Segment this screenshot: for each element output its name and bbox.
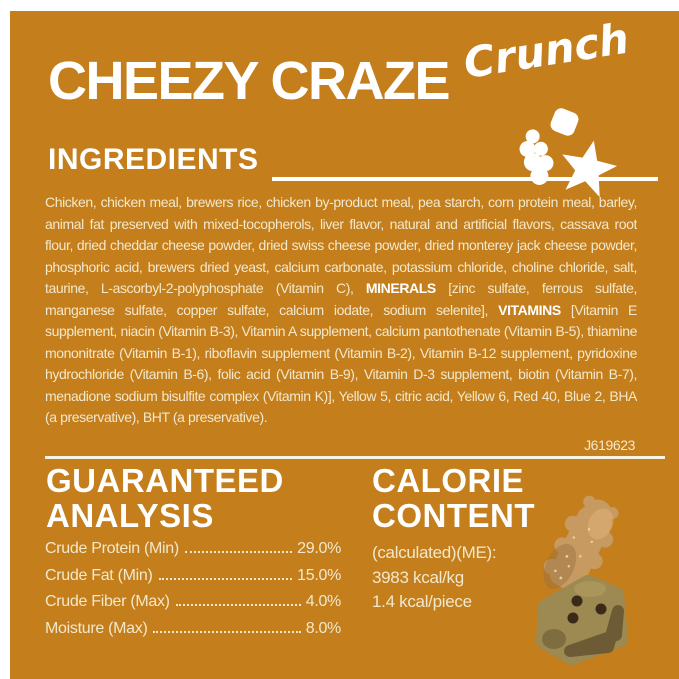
dotted-leader <box>159 578 293 580</box>
row-label: Moisture (Max) <box>45 619 148 637</box>
orange-panel <box>10 11 679 679</box>
table-row <box>45 540 341 567</box>
vitamins-label: VITAMINS <box>498 301 561 318</box>
dotted-leader <box>153 631 300 633</box>
section-separator <box>45 456 665 459</box>
calorie-line: 3983 kcal/kg <box>372 567 464 587</box>
guaranteed-analysis-table <box>45 540 341 646</box>
row-value: 8.0% <box>305 619 341 637</box>
ingredients-part3: [Vitamin E supplement, niacin (Vitamin B-3), Vitamin A supplement, calcium pantothenate (Vitamin B-5), thiamine mononitrate (Vitamin B-1), riboflavin supplement (Vitamin B-2), Vitamin B-12 supplement, pyridoxine hydrochloride (Vitamin B-6), folic acid (Vitamin B-9), Vitamin D-3 supplement, biotin (Vitamin B-7), menadione sodium bisulfite complex (Vitamin K)], Yellow 5, citric acid, Yellow 6, Red 40, Blue 2, BHA (a preservative), BHT (a preservative). <box>45 301 637 425</box>
dotted-leader <box>185 551 292 553</box>
row-label: Crude Protein (Min) <box>45 540 179 557</box>
table-row <box>45 593 341 620</box>
ingredients-paragraph <box>45 192 637 458</box>
row-value: 29.0% <box>297 540 341 557</box>
row-value: 15.0% <box>297 566 341 584</box>
ingredients-heading: INGREDIENTS <box>48 143 259 176</box>
lot-code: J619623 <box>576 435 635 457</box>
calorie-content-values <box>372 541 496 615</box>
brand-title: CHEEZY CRAZE <box>48 51 450 111</box>
table-row <box>45 567 341 594</box>
table-row <box>45 620 341 647</box>
guaranteed-analysis-heading-line2: ANALYSIS <box>46 497 214 534</box>
row-label: Crude Fat (Min) <box>45 566 153 584</box>
treats-photo <box>498 469 679 679</box>
ingredients-part1: Chicken, chicken meal, brewers rice, chicken by-product meal, pea starch, corn protein meal, barley, animal fat preserved with mixed-tocopherols, liver flavor, natural and artificial flavors, cassava root flour, dried cheddar cheese powder, dried swiss cheese powder, dried monterey jack cheese powder, phosphoric acid, brewers dried yeast, calcium carbonate, potassium chloride, choline chloride, salt, taurine, L-ascorbyl-2-polyphosphate (Vitamin C), <box>45 194 637 296</box>
calorie-content-heading-line1: CALORIE <box>372 462 524 499</box>
ingredients-part2: [zinc sulfate, ferrous sulfate, manganese sulfate, copper sulfate, calcium iodate, sodium selenite], <box>45 280 637 318</box>
dotted-leader <box>176 604 301 606</box>
row-value: 4.0% <box>305 593 341 610</box>
brand-subtitle: Crunch <box>460 13 633 88</box>
minerals-label: MINERALS <box>365 280 436 296</box>
guaranteed-analysis-heading-line1: GUARANTEED <box>46 462 284 499</box>
row-label: Crude Fiber (Max) <box>45 593 170 610</box>
calorie-line: (calculated)(ME): <box>372 543 497 562</box>
gummy-bear-icon <box>514 127 560 194</box>
guaranteed-analysis-heading <box>46 463 284 533</box>
calorie-line: 1.4 kcal/piece <box>372 592 472 611</box>
calorie-content-heading-line2: CONTENT <box>372 497 535 534</box>
square-treat <box>542 581 620 657</box>
